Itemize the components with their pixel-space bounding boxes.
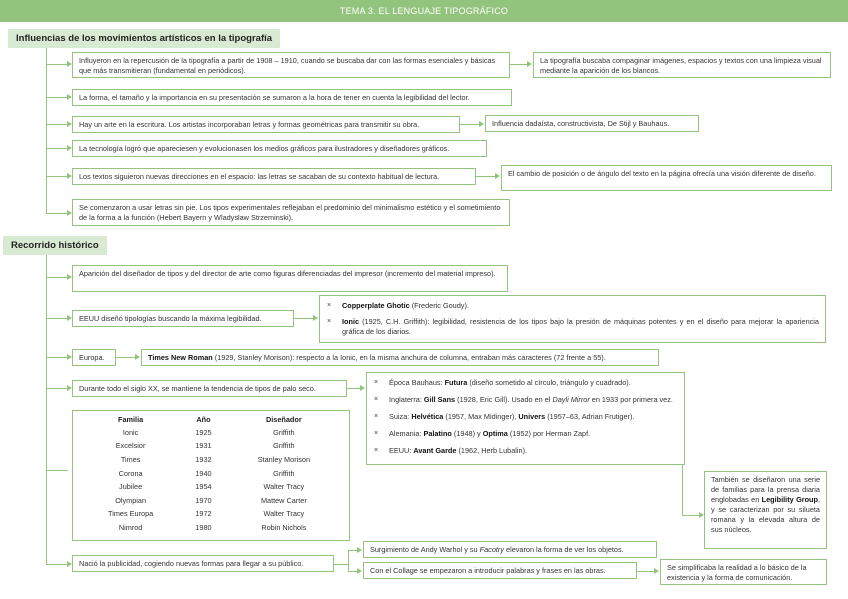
connector bbox=[46, 277, 68, 278]
arrow-icon bbox=[479, 121, 484, 127]
inglaterra-item: × Inglaterra: Gill Sans (1928, Eric Gill). Usado en el Dayli Mirror en 1933 por primera vez. bbox=[374, 395, 673, 404]
connector bbox=[116, 357, 136, 358]
arrow-icon bbox=[357, 568, 362, 574]
connector bbox=[460, 124, 480, 125]
influence-side-3: El cambio de posición o de ángulo del texto en la página ofrecía una visión diferente de diseño. bbox=[501, 165, 832, 191]
connector bbox=[348, 550, 349, 572]
history-item-4: Durante todo el siglo XX, se mantiene la tendencia de tipos de palo seco. bbox=[72, 380, 347, 397]
arrow-icon bbox=[495, 173, 500, 179]
influence-item-5: Los textos siguieron nuevas direcciones en el espacio: las letras se sacaban de su contexto habitual de lectura. bbox=[72, 168, 476, 185]
influence-item-1: Influyeron en la repercusión de la tipografía a partir de 1908 – 1910, cuando se buscaba dar con las formas esenciales y básicas que más transmitieran (fundamental en periódicos). bbox=[72, 52, 510, 78]
connector bbox=[476, 176, 496, 177]
connector bbox=[46, 64, 68, 65]
connector bbox=[46, 564, 68, 565]
connector bbox=[46, 388, 68, 389]
connector bbox=[46, 97, 68, 98]
bullet-x-icon: × bbox=[374, 396, 379, 403]
connector bbox=[46, 124, 68, 125]
table-header-familia: Familia bbox=[118, 415, 144, 424]
bullet-x-icon: × bbox=[327, 302, 332, 309]
influence-item-2: La forma, el tamaño y la importancia en su presentación se sumaron a la hora de tener en cuenta la legibilidad del lector. bbox=[72, 89, 512, 106]
connector bbox=[510, 64, 528, 65]
connector bbox=[46, 357, 68, 358]
connector bbox=[46, 213, 68, 214]
eeuu-avant-item: × EEUU: Avant Garde (1962, Herb Lubalin). bbox=[374, 446, 528, 455]
connector bbox=[46, 176, 68, 177]
warhol-box: Surgimiento de Andy Warhol y su Facotry elevaron la forma de ver los objetos. bbox=[363, 541, 657, 558]
influence-item-4: La tecnología logró que apareciesen y evolucionasen los medios gráficos para ilustradores y diseñadores gráficos. bbox=[72, 140, 487, 157]
suiza-item: × Suiza: Helvética (1957, Max Midinger), Univers (1957–63, Adrian Frutiger). bbox=[374, 412, 635, 421]
connector bbox=[682, 515, 700, 516]
history-item-3: Europa. bbox=[72, 349, 116, 366]
table-row: Excelsior 1931 Griffith bbox=[115, 441, 295, 451]
arrow-icon bbox=[357, 547, 362, 553]
collage-box: Con el Collage se empezaron a introducir palabras y frases en las obras. bbox=[363, 562, 637, 579]
section-title-influencias: Influencias de los movimientos artísticos en la tipografía bbox=[8, 29, 280, 48]
connector bbox=[46, 255, 47, 565]
arrow-icon bbox=[135, 354, 140, 360]
legibility-table bbox=[79, 414, 343, 535]
bauhaus-item: × Época Bauhaus: Futura (diseño sometido al círculo, triángulo y cuadrado). bbox=[374, 378, 631, 387]
connector bbox=[294, 318, 314, 319]
legibility-table-box bbox=[72, 410, 350, 541]
history-item-5: Nació la publicidad, cogiendo nuevas formas para llegar a su público. bbox=[72, 555, 334, 572]
connector bbox=[682, 465, 683, 515]
page-header: TEMA 3. EL LENGUAJE TIPOGRÁFICO bbox=[0, 0, 848, 22]
simplification-box: Se simplificaba la realidad a lo básico de la existencia y la forma de comunicación. bbox=[660, 559, 827, 585]
table-row: Corona 1940 Griffith bbox=[118, 468, 295, 478]
table-row: Jubilee 1954 Walter Tracy bbox=[119, 482, 305, 492]
section-title-recorrido: Recorrido histórico bbox=[3, 236, 107, 255]
table-row: Nimrod 1980 Robin Nichols bbox=[118, 522, 307, 532]
arrow-icon bbox=[527, 61, 532, 67]
connector bbox=[46, 48, 47, 214]
arrow-icon bbox=[313, 315, 318, 321]
bullet-x-icon: × bbox=[374, 413, 379, 420]
times-new-roman-box: Times New Roman (1929, Stanley Morison): respecto a la Ionic, en la misma anchura de columna, entraban más caracteres (72 frente a 55). bbox=[141, 349, 659, 366]
bullet-x-icon: × bbox=[374, 379, 379, 386]
connector bbox=[46, 148, 68, 149]
history-item-1: Aparición del diseñador de tipos y del director de arte como figuras diferenciadas del impresor (incremento del material impreso). bbox=[72, 265, 508, 292]
connector bbox=[46, 318, 68, 319]
connector bbox=[334, 564, 348, 565]
history-item-2: EEUU diseñó tipologías buscando la máxima legibilidad. bbox=[72, 310, 294, 327]
table-row: Times Europa 1972 Walter Tracy bbox=[108, 509, 305, 519]
influence-item-6: Se comenzaron a usar letras sin pie. Los tipos experimentales reflejaban el predominio del minimalismo estético y el sometimiento de la forma a la función (Hebert Bayern y Wladyslaw Strzeminski). bbox=[72, 199, 510, 226]
table-header-anio: Año bbox=[196, 415, 211, 424]
arrow-icon bbox=[360, 385, 365, 391]
influence-side-1: La tipografía buscaba compaginar imágenes, espacios y textos con una limpieza visual mediante la aparición de los blancos. bbox=[533, 52, 831, 78]
copperplate-item: × Copperplate Ghotic (Frederic Goudy). bbox=[327, 301, 469, 310]
table-row: Times 1932 Stanley Morison bbox=[120, 454, 311, 464]
influence-item-3: Hay un arte en la escritura. Los artistas incorporaban letras y formas geométricas para transmitir su obra. bbox=[72, 116, 460, 133]
bullet-x-icon: × bbox=[374, 430, 379, 437]
arrow-icon bbox=[654, 568, 659, 574]
legibility-group-box: También se diseñaron una serie de familias para la prensa diaria englobadas en Legibility Group, y se caracterizan por su silueta romana y la elevada altura de sus núcleos. bbox=[704, 471, 827, 549]
eeuu-types-box bbox=[319, 295, 826, 343]
alemania-item: × Alemania: Palatino (1948) y Optima (1952) por Herman Zapf. bbox=[374, 429, 591, 438]
ionic-item: × Ionic (1925, C.H. Griffith): legibilidad, resistencia de los tipos bajo la presión de máquinas potentes y en el diseño para mejorar la apariencia gráfica de los diarios. bbox=[327, 317, 819, 336]
connector bbox=[347, 388, 361, 389]
connector bbox=[46, 470, 68, 471]
bullet-x-icon: × bbox=[374, 447, 379, 454]
influence-side-2: Influencia dadaísta, constructivista, De Stijl y Bauhaus. bbox=[485, 115, 699, 132]
bullet-x-icon: × bbox=[327, 318, 332, 325]
table-header-disenador: Diseñador bbox=[266, 415, 302, 424]
connector bbox=[637, 571, 655, 572]
table-row: Olympian 1970 Mattew Carter bbox=[115, 495, 307, 505]
sans-serif-list-box bbox=[366, 372, 685, 465]
table-row: Ionic 1925 Griffith bbox=[122, 427, 295, 437]
